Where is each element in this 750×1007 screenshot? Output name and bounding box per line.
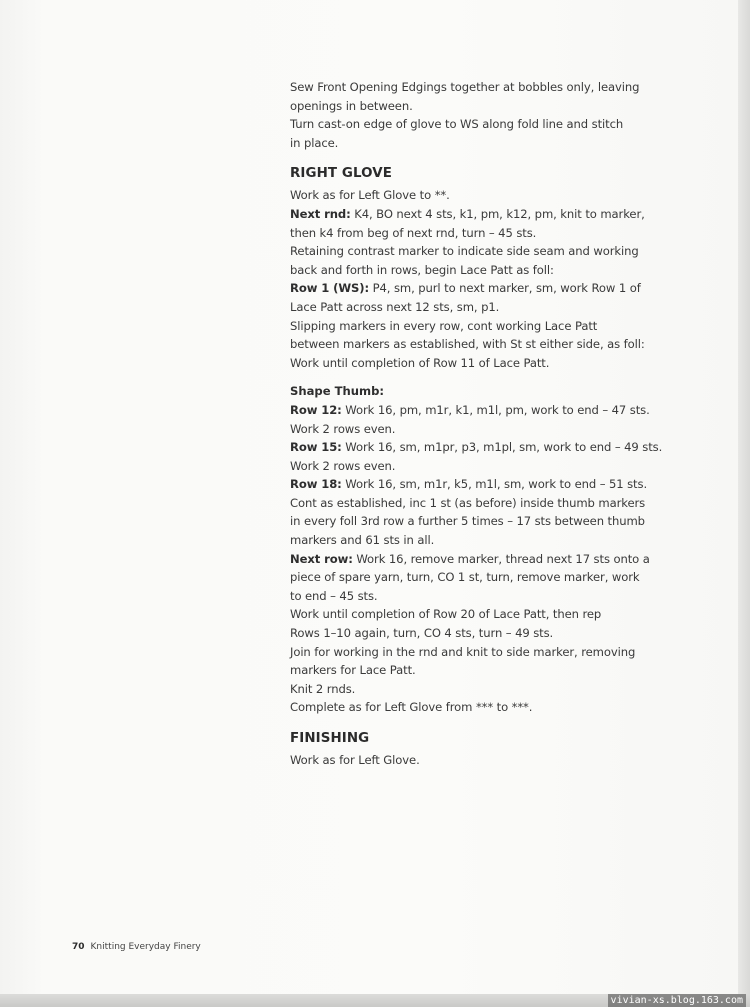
shape-thumb-line: markers for Lace Patt. xyxy=(290,663,416,678)
watermark: vivian-xs.blog.163.com xyxy=(608,994,746,1007)
book-title: Knitting Everyday Finery xyxy=(90,942,201,952)
shape-thumb-line: Knit 2 rnds. xyxy=(290,681,356,696)
shape-thumb-line xyxy=(290,475,660,494)
row18-text: Work 16, sm, m1r, k5, m1l, sm, work to end – 51 sts. xyxy=(341,477,648,492)
text-column xyxy=(290,78,663,770)
next-row-label: Next row: xyxy=(290,551,353,566)
next-rnd-label: Next rnd: xyxy=(290,206,351,221)
row18-label: Row 18: xyxy=(290,477,342,492)
right-glove-line: Slipping markers in every row, cont working Lace Patt xyxy=(290,318,598,333)
right-glove-line xyxy=(290,205,660,224)
heading-finishing: FINISHING xyxy=(290,731,370,746)
shape-thumb-line xyxy=(290,438,663,457)
shape-thumb-line: Complete as for Left Glove from *** to ***. xyxy=(290,700,533,715)
row15-text: Work 16, sm, m1pr, p3, m1pl, sm, work to end – 49 sts. xyxy=(341,440,663,455)
shape-thumb-line: markers and 61 sts in all. xyxy=(290,533,435,548)
right-glove-line: Work until completion of Row 11 of Lace Patt. xyxy=(290,355,550,370)
right-glove-line: then k4 from beg of next rnd, turn – 45 sts. xyxy=(290,225,537,240)
shape-thumb-line: piece of spare yarn, turn, CO 1 st, turn, remove marker, work xyxy=(290,570,640,585)
shape-thumb-line: in every foll 3rd row a further 5 times – 17 sts between thumb xyxy=(290,514,645,529)
finishing-line: Work as for Left Glove. xyxy=(290,753,420,767)
shape-thumb-line: Work 2 rows even. xyxy=(290,421,396,436)
row1-label: Row 1 (WS): xyxy=(290,281,370,296)
shape-thumb-line: Join for working in the rnd and knit to side marker, removing xyxy=(290,644,636,659)
shape-thumb-line: Cont as established, inc 1 st (as before) inside thumb markers xyxy=(290,495,646,510)
shape-thumb-line xyxy=(290,550,660,569)
shape-thumb-line: Rows 1–10 again, turn, CO 4 sts, turn – 49 sts. xyxy=(290,626,554,641)
row12-text: Work 16, pm, m1r, k1, m1l, pm, work to end – 47 sts. xyxy=(341,402,650,417)
row1-text: P4, sm, purl to next marker, sm, work Row 1 of xyxy=(369,281,641,296)
right-glove-line: Retaining contrast marker to indicate side seam and working xyxy=(290,244,639,259)
page-footer xyxy=(72,942,201,952)
right-glove-line: back and forth in rows, begin Lace Patt as foll: xyxy=(290,262,554,277)
heading-shape-thumb: Shape Thumb: xyxy=(290,384,385,399)
intro-line-2: openings in between. xyxy=(290,98,413,113)
next-rnd-text: K4, BO next 4 sts, k1, pm, k12, pm, knit to marker, xyxy=(350,206,645,221)
page-edge-right xyxy=(738,0,750,994)
row15-label: Row 15: xyxy=(290,440,342,455)
intro-line-3: Turn cast-on edge of glove to WS along fold line and stitch xyxy=(290,117,624,132)
intro-line-1: Sew Front Opening Edgings together at bobbles only, leaving xyxy=(290,80,640,94)
intro-line-4: in place. xyxy=(290,135,339,150)
shape-thumb-line xyxy=(290,401,660,420)
right-glove-line: Work as for Left Glove to **. xyxy=(290,188,450,203)
page-number: 70 xyxy=(72,942,85,952)
right-glove-line xyxy=(290,279,660,298)
next-row-text: Work 16, remove marker, thread next 17 sts onto a xyxy=(352,551,650,566)
right-glove-line: between markers as established, with St st either side, as foll: xyxy=(290,337,645,352)
row12-label: Row 12: xyxy=(290,402,342,417)
shape-thumb-line: to end – 45 sts. xyxy=(290,588,378,603)
right-glove-line: Lace Patt across next 12 sts, sm, p1. xyxy=(290,299,500,314)
shape-thumb-line: Work 2 rows even. xyxy=(290,458,396,473)
shape-thumb-line: Work until completion of Row 20 of Lace Patt, then rep xyxy=(290,607,602,622)
heading-right-glove: RIGHT GLOVE xyxy=(290,166,392,182)
